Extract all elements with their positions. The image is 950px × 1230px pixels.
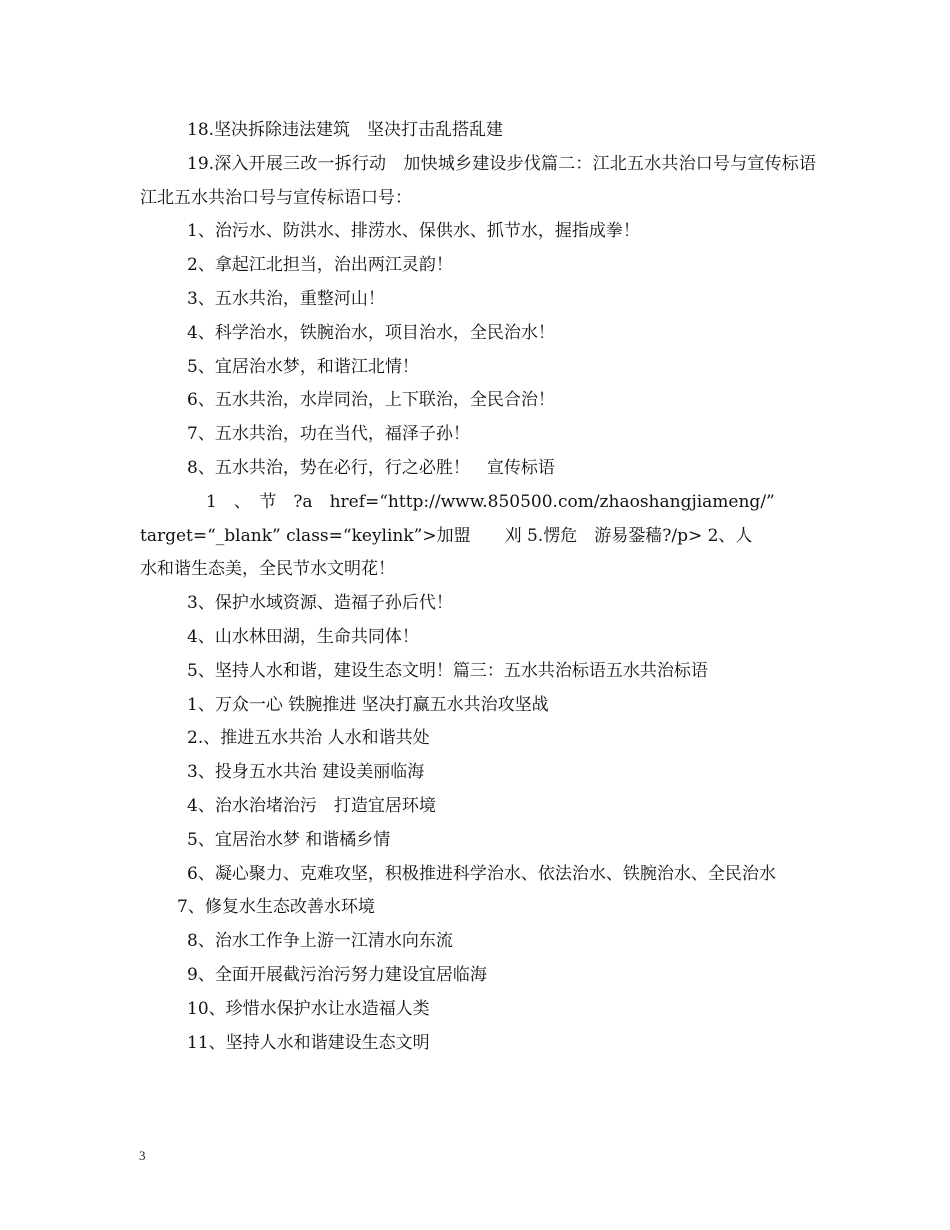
list-item: 8、治水工作争上游一江清水向东流: [187, 931, 453, 952]
garbled-line: 1 、 节 ?a href=“http://www.850500.com/zhaoshangjiameng/”: [206, 491, 775, 512]
list-item: 1、治污水、防洪水、排涝水、保供水、抓节水，握指成拳！: [187, 221, 640, 242]
list-item: 2.、推进五水共治 人水和谐共处: [187, 728, 430, 749]
list-item: 4、山水林田湖，生命共同体！: [187, 626, 419, 647]
list-item: 7、五水共治，功在当代，福泽子孙！: [187, 424, 470, 445]
list-item: 9、全面开展截污治污努力建设宜居临海: [187, 964, 487, 985]
list-item: 2、拿起江北担当，治出两江灵韵！: [187, 255, 453, 276]
list-item: 6、五水共治，水岸同治，上下联治，全民合治！: [187, 390, 555, 411]
list-item: 5、宜居治水梦 和谐橘乡情: [187, 829, 391, 850]
list-item: 3、保护水域资源、造福子孙后代！: [187, 593, 453, 614]
list-item: 5、宜居治水梦，和谐江北情！: [187, 356, 419, 377]
list-item: 6、凝心聚力、克难攻坚，积极推进科学治水、依法治水、铁腕治水、全民治水: [187, 863, 776, 884]
list-item: 7、修复水生态改善水环境: [177, 897, 375, 918]
garbled-line: target=“_blank” class=“keylink”>加盟 刈 5.愣危 游易銎穑?/p> 2、人: [140, 525, 753, 546]
paragraph: 19.深入开展三改一拆行动 加快城乡建设步伐篇二：江北五水共治口号与宣传标语江北五水共治口号与宣传标语口号：: [140, 153, 816, 208]
list-item: 5、坚持人水和谐，建设生态文明！篇三：五水共治标语五水共治标语: [187, 660, 708, 681]
list-item: 3、五水共治，重整河山！: [187, 288, 385, 309]
list-item: 4、科学治水，铁腕治水，项目治水，全民治水！: [187, 322, 555, 343]
list-item: 11、坚持人水和谐建设生态文明: [187, 1032, 430, 1053]
list-item: 8、五水共治，势在必行，行之必胜！ 宣传标语: [187, 457, 555, 478]
document-body: [140, 114, 816, 1060]
garbled-line: 水和谐生态美，全民节水文明花！: [140, 559, 395, 580]
list-item: 4、治水治堵治污 打造宜居环境: [187, 795, 436, 816]
paragraph: 18.坚决拆除违法建筑 坚决打击乱搭乱建: [187, 120, 504, 140]
list-item: 1、万众一心 铁腕推进 坚决打赢五水共治攻坚战: [187, 694, 549, 715]
page-number: 3: [139, 1148, 146, 1163]
list-item: 10、珍惜水保护水让水造福人类: [187, 998, 430, 1019]
list-item: 3、投身五水共治 建设美丽临海: [187, 762, 425, 783]
